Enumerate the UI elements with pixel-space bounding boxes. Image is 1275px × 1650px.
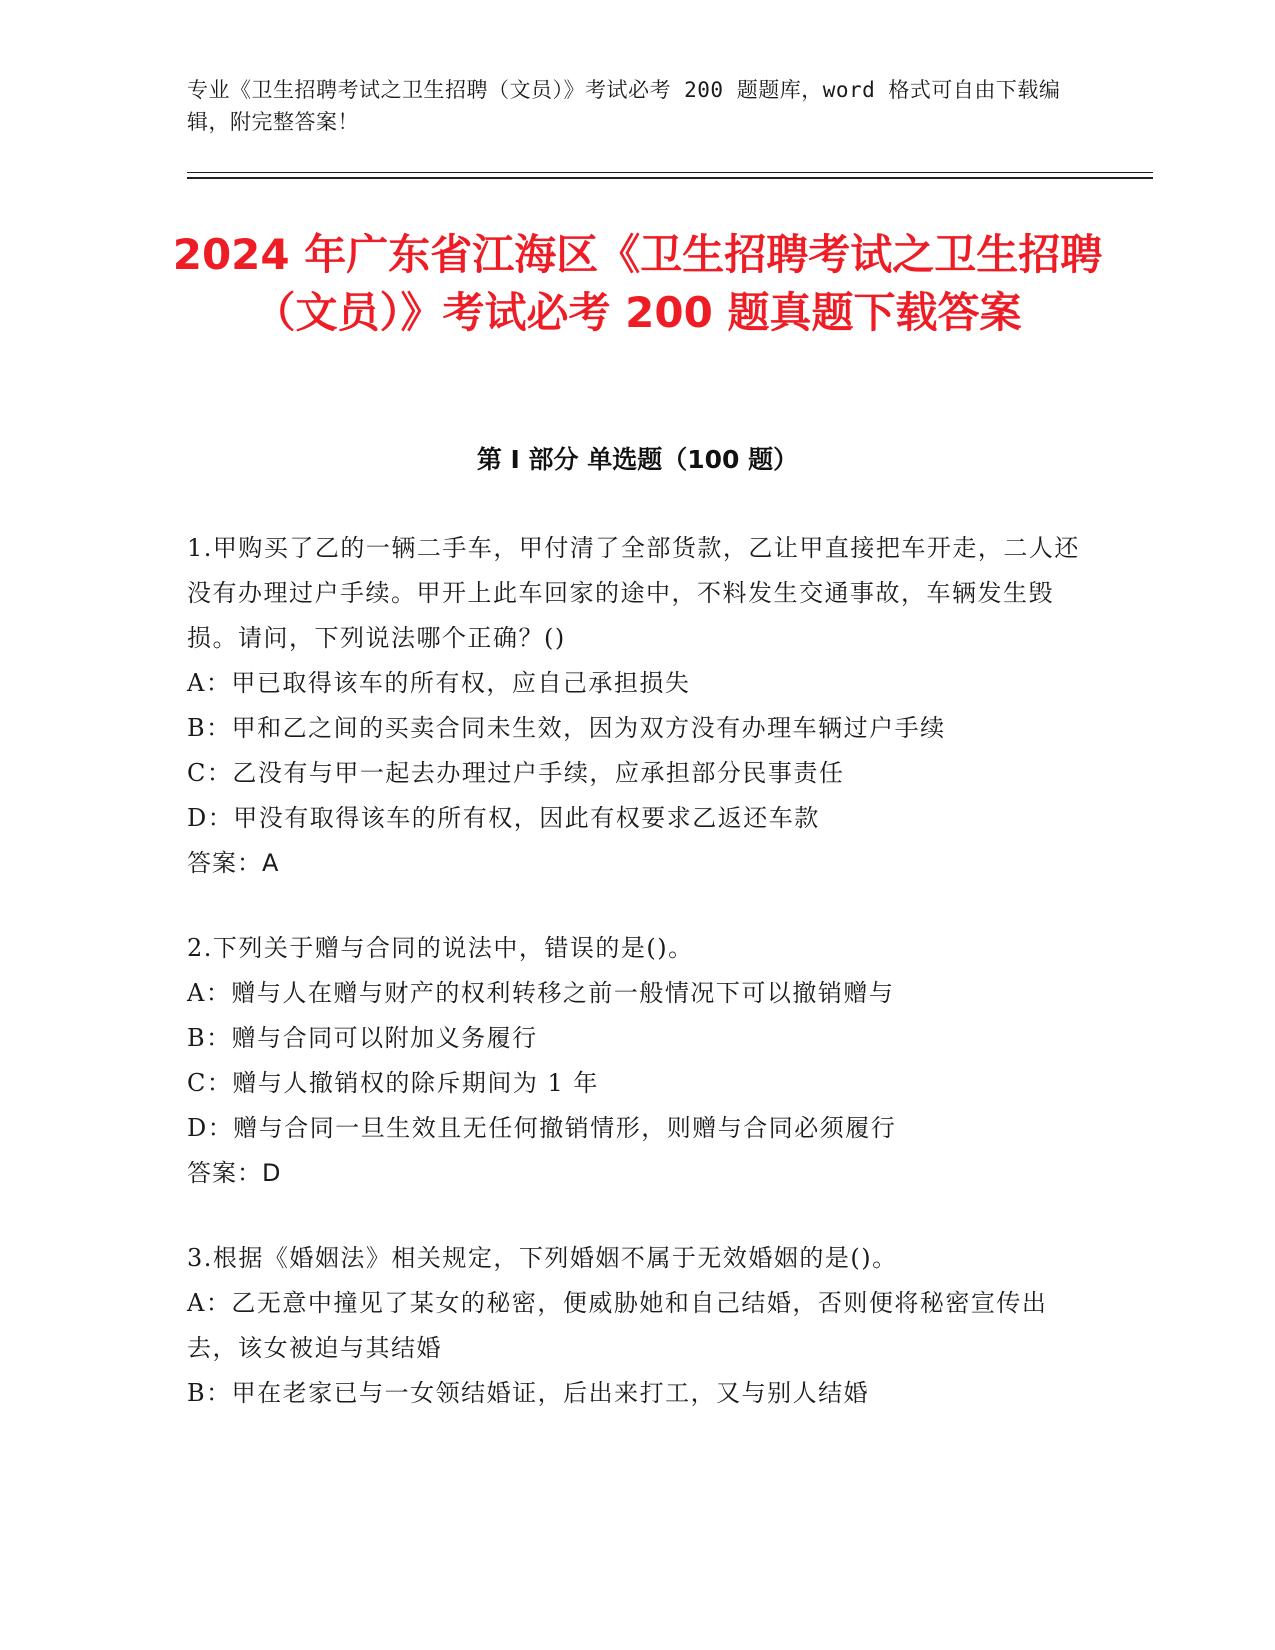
- question-list: [187, 526, 1087, 1456]
- answer: 答案：A: [187, 849, 280, 877]
- header-note: 专业《卫生招聘考试之卫生招聘（文员）》考试必考 200 题题库，word 格式可自由下载编辑，附完整答案！: [187, 78, 1061, 134]
- option-b: B：甲在老家已与一女领结婚证，后出来打工，又与别人结婚: [187, 1379, 870, 1407]
- option-b: B：甲和乙之间的买卖合同未生效，因为双方没有办理车辆过户手续: [187, 714, 946, 742]
- section-title: 第 I 部分 单选题（100 题）: [476, 445, 799, 474]
- option-a: A：乙无意中撞见了某女的秘密，便威胁她和自己结婚，否则便将秘密宣传出去，该女被迫与其结婚: [187, 1289, 1048, 1362]
- answer: 答案：D: [187, 1159, 282, 1187]
- option-b: B：赠与合同可以附加义务履行: [187, 1024, 538, 1052]
- question-stem: 3.根据《婚姻法》相关规定，下列婚姻不属于无效婚姻的是()。: [187, 1244, 898, 1272]
- option-a: A：甲已取得该车的所有权，应自己承担损失: [187, 669, 691, 697]
- question-stem: 1.甲购买了乙的一辆二手车，甲付清了全部货款，乙让甲直接把车开走，二人还没有办理过户手续。甲开上此车回家的途中，不料发生交通事故，车辆发生毁损。请问，下列说法哪个正确？(): [187, 534, 1080, 652]
- question-2: [187, 926, 1087, 1196]
- question-stem: 2.下列关于赠与合同的说法中，错误的是()。: [187, 934, 694, 962]
- question-1: [187, 526, 1087, 886]
- option-a: A：赠与人在赠与财产的权利转移之前一般情况下可以撤销赠与: [187, 979, 895, 1007]
- question-3: [187, 1236, 1087, 1416]
- header-rule-thin: [187, 172, 1153, 173]
- option-d: D：甲没有取得该车的所有权，因此有权要求乙返还车款: [187, 804, 820, 832]
- option-c: C：赠与人撤销权的除斥期间为 1 年: [187, 1069, 599, 1097]
- option-d: D：赠与合同一旦生效且无任何撤销情形，则赠与合同必须履行: [187, 1114, 897, 1142]
- header-rule-thick: [187, 177, 1153, 179]
- main-title: 2024 年广东省江海区《卫生招聘考试之卫生招聘（文员）》考试必考 200 题真题下载答案: [172, 230, 1103, 337]
- option-c: C：乙没有与甲一起去办理过户手续，应承担部分民事责任: [187, 759, 845, 787]
